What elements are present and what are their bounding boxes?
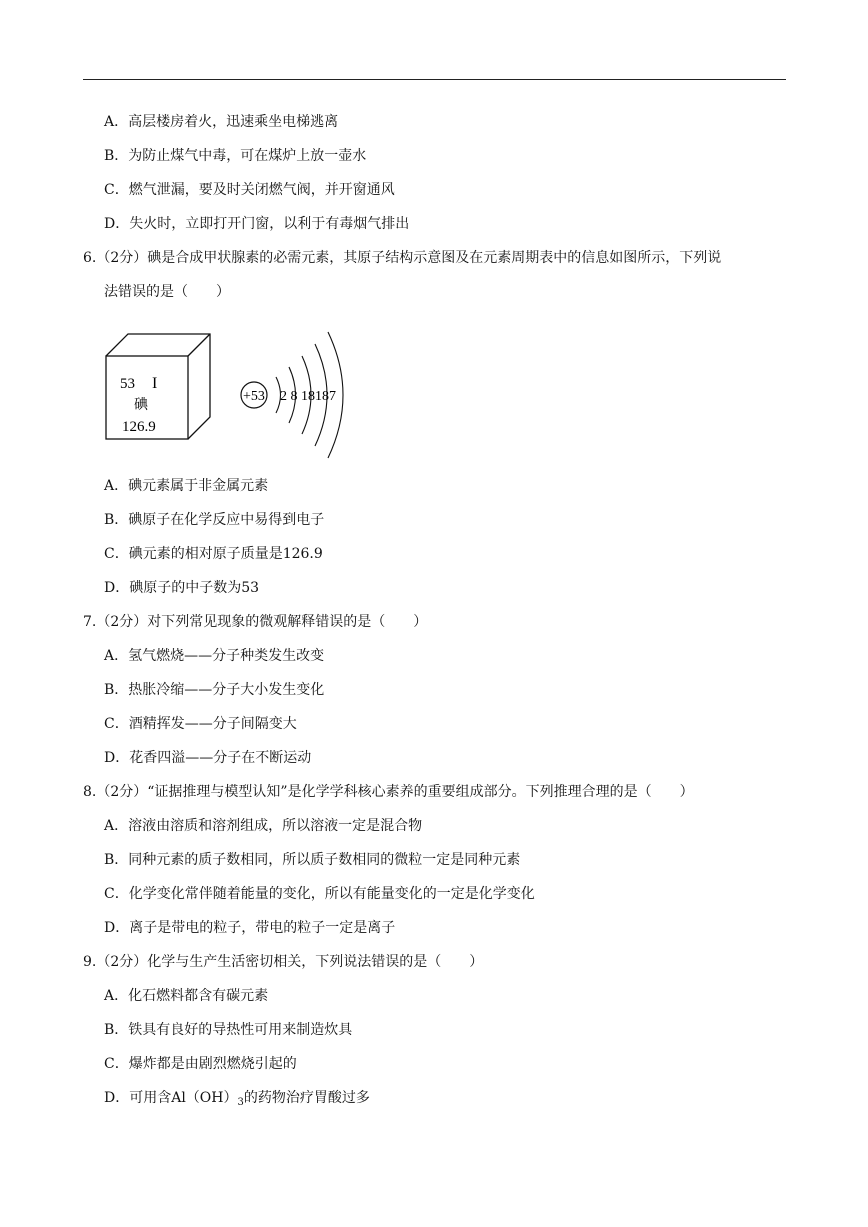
atomic-mass: 126.9 [122,419,156,435]
q6-stem-line1: 6.（2分）碘是合成甲状腺素的必需元素，其原子结构示意图及在元素周期表中的信息如图所示，下列说 [83,250,722,266]
q7-option-c: C．酒精挥发——分子间隔变大 [104,716,297,732]
q7-option-b: B．热胀冷缩——分子大小发生变化 [104,682,325,698]
q9-option-c: C．爆炸都是由剧烈燃烧引起的 [104,1056,297,1072]
iodine-figure [98,316,358,464]
iodine-figure-svg [98,316,358,464]
q6-stem-line2: 法错误的是（ ） [104,284,230,300]
q5-option-a: A．高层楼房着火，迅速乘坐电梯逃离 [104,114,339,130]
q8-option-d: D．离子是带电的粒子，带电的粒子一定是离子 [104,920,396,936]
q9-stem: 9.（2分）化学与生产生活密切相关，下列说法错误的是（ ） [83,954,484,970]
q7-stem: 7.（2分）对下列常见现象的微观解释错误的是（ ） [83,614,428,630]
q8-stem: 8.（2分）“证据推理与模型认知”是化学学科核心素养的重要组成部分。下列推理合理的是（ ） [83,784,694,800]
q9-option-b: B．铁具有良好的导热性可用来制造炊具 [104,1022,353,1038]
atomic-number: 53 [120,376,135,392]
element-name: 碘 [134,397,148,413]
q8-option-a: A．溶液由溶质和溶剂组成，所以溶液一定是混合物 [104,818,423,834]
q7-option-a: A．氢气燃烧——分子种类发生改变 [104,648,325,664]
q5-option-d: D．失火时，立即打开门窗，以利于有毒烟气排出 [104,216,410,232]
q6-option-b: B．碘原子在化学反应中易得到电子 [104,512,325,528]
q9-option-d [104,1088,370,1113]
q8-option-b: B．同种元素的质子数相同，所以质子数相同的微粒一定是同种元素 [104,852,521,868]
header-rule [83,79,786,80]
q9-option-a: A．化石燃料都含有碳元素 [104,988,269,1004]
nucleus-charge: +53 [243,389,265,404]
atom-diagram [241,332,343,458]
q5-option-b: B．为防止煤气中毒，可在煤炉上放一壶水 [104,148,367,164]
element-symbol: I [152,375,158,392]
q5-option-c: C．燃气泄漏，要及时关闭燃气阀，并开窗通风 [104,182,395,198]
q9-option-d-suffix: 的药物治疗胃酸过多 [243,1090,370,1106]
q6-option-d: D．碘原子的中子数为53 [104,580,260,596]
shell-electrons: 2 8 18187 [280,389,336,404]
q6-option-c: C．碘元素的相对原子质量是126.9 [104,546,323,562]
q9-option-d-prefix: D．可用含Al（OH） [104,1090,238,1106]
q8-option-c: C．化学变化常伴随着能量的变化，所以有能量变化的一定是化学变化 [104,886,535,902]
q6-option-a: A．碘元素属于非金属元素 [104,478,269,494]
q7-option-d: D．花香四溢——分子在不断运动 [104,750,312,766]
q9-option-d-subscript: 3 [237,1097,244,1108]
